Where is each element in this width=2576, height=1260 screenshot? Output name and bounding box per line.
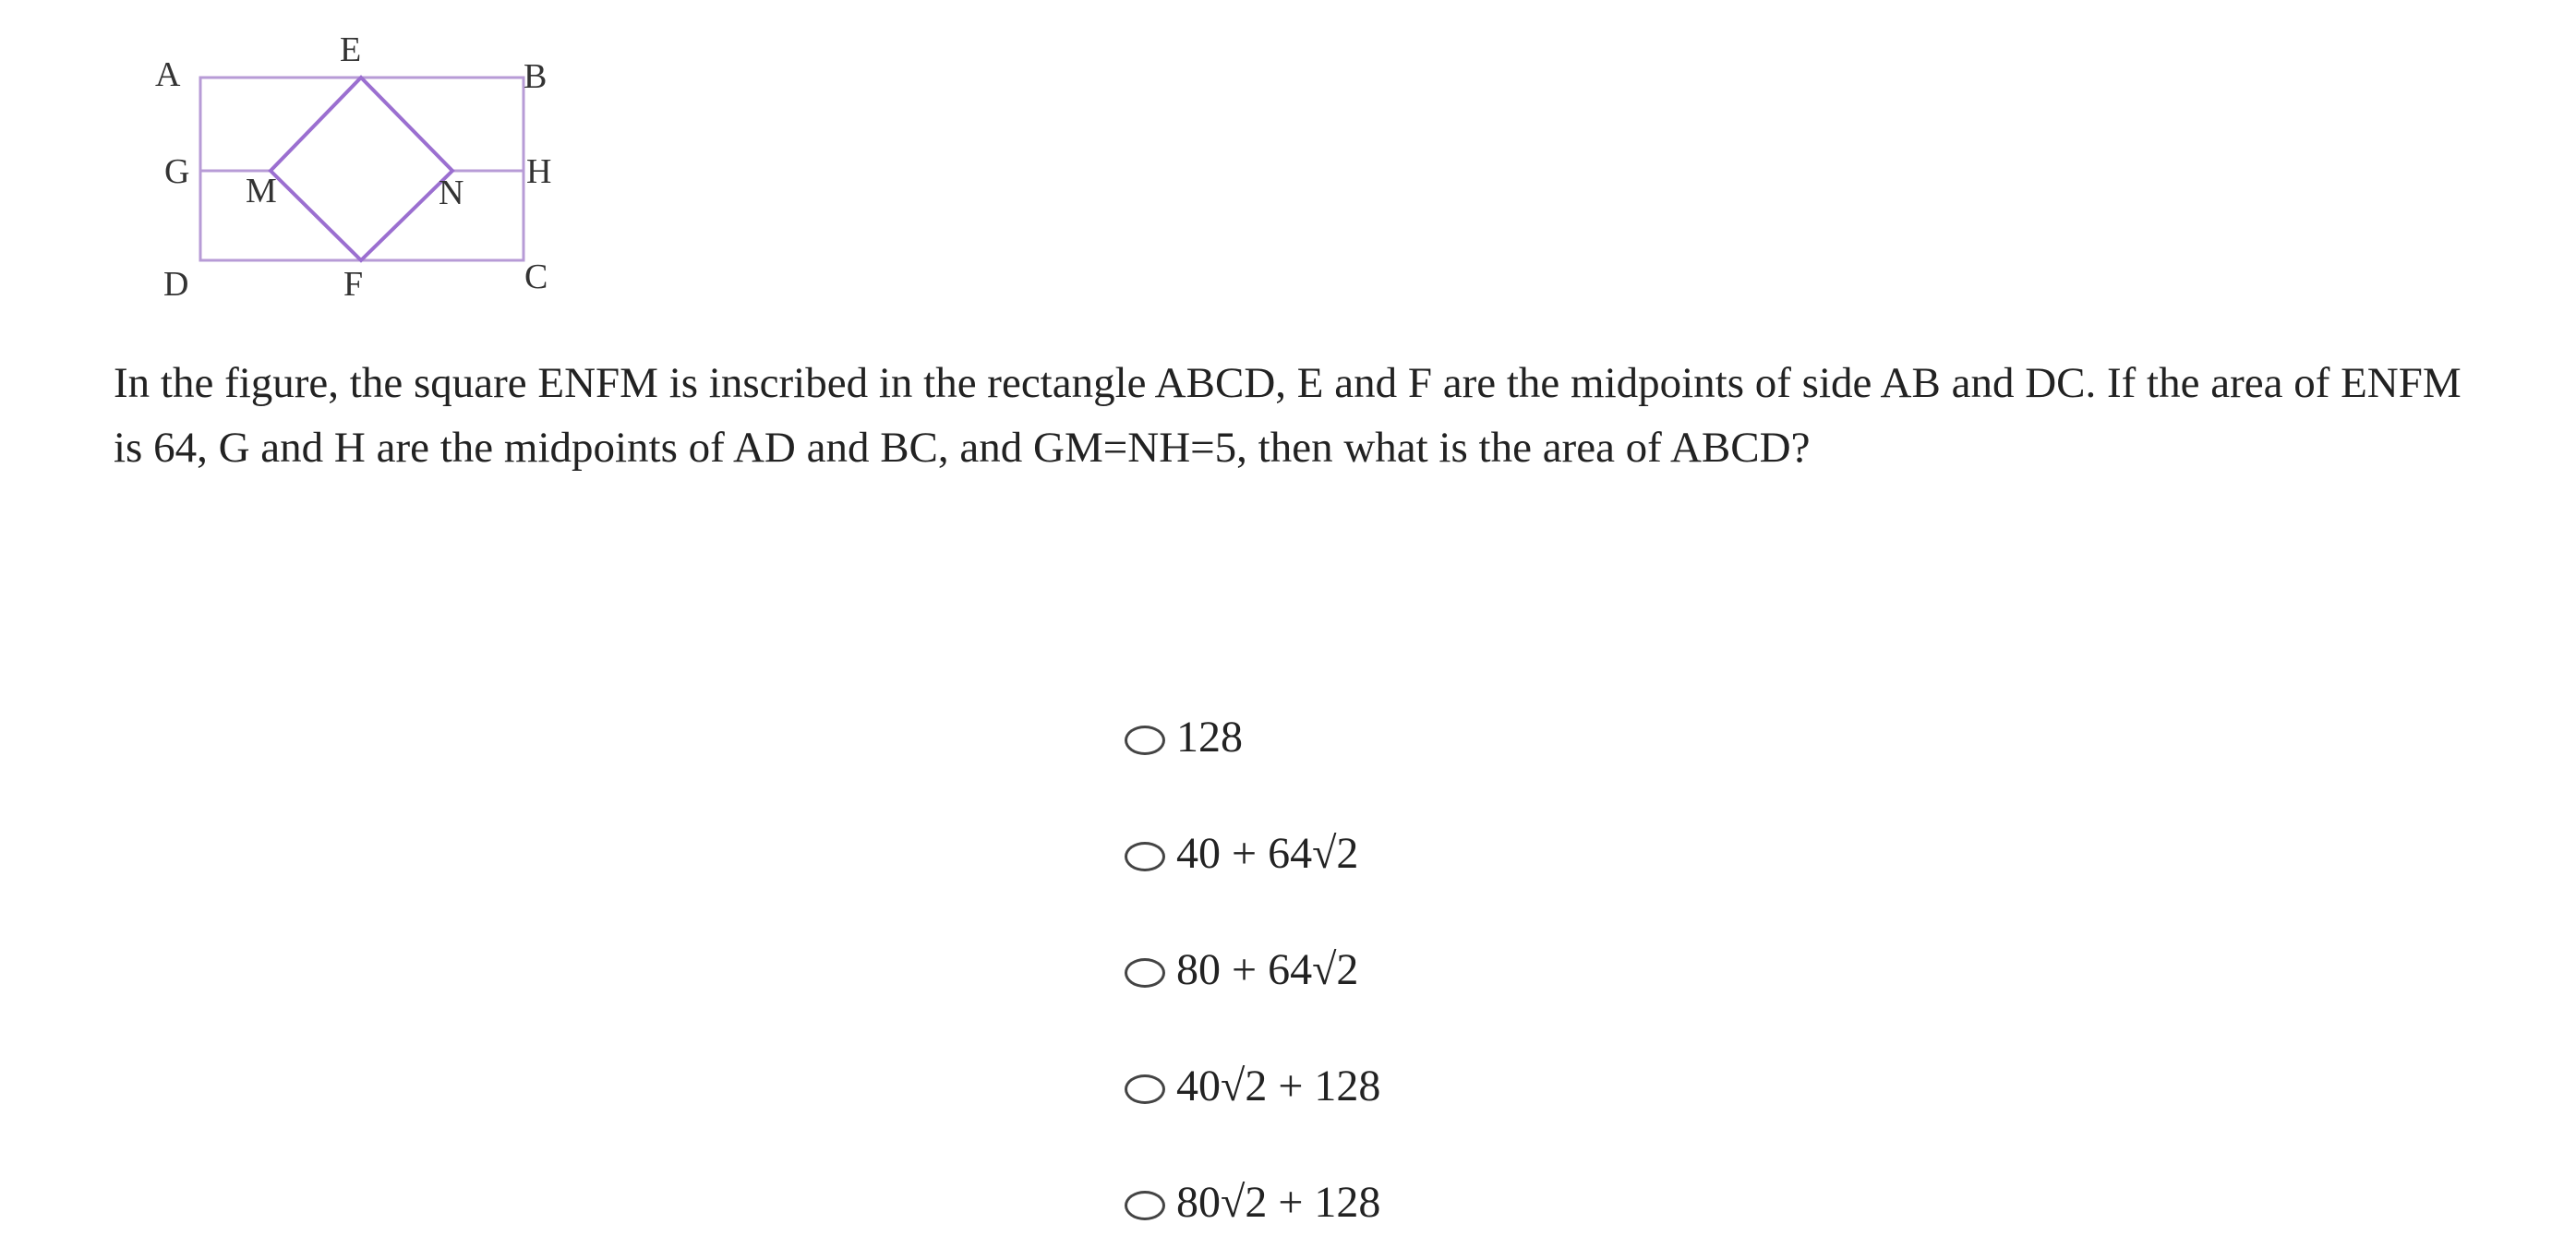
label-c: C	[524, 258, 548, 296]
radio-button[interactable]	[1125, 842, 1165, 871]
label-m: M	[246, 172, 277, 210]
square-enfm	[271, 78, 452, 260]
label-d: D	[163, 265, 189, 304]
radio-button[interactable]	[1125, 1191, 1165, 1220]
option-5[interactable]	[1125, 1144, 1956, 1260]
label-n: N	[439, 174, 464, 212]
option-label: 128	[1176, 712, 1243, 762]
label-h: H	[526, 152, 552, 191]
option-label: 80√2 + 128	[1176, 1177, 1381, 1227]
option-2[interactable]	[1125, 795, 1956, 911]
radio-button[interactable]	[1125, 726, 1165, 755]
rectangle-abcd	[200, 78, 524, 260]
option-label: 40 + 64√2	[1176, 828, 1359, 878]
radio-button[interactable]	[1125, 958, 1165, 988]
label-e: E	[340, 30, 362, 69]
label-g: G	[164, 152, 190, 191]
option-1[interactable]	[1125, 678, 1956, 795]
option-label: 80 + 64√2	[1176, 944, 1359, 994]
label-b: B	[524, 57, 548, 96]
answer-options	[1125, 678, 1956, 1260]
label-f: F	[343, 265, 364, 304]
radio-button[interactable]	[1125, 1074, 1165, 1104]
option-3[interactable]	[1125, 911, 1956, 1027]
option-4[interactable]	[1125, 1027, 1956, 1144]
label-a: A	[155, 55, 181, 94]
geometry-figure	[138, 18, 582, 314]
question-text: In the figure, the square ENFM is inscribed in the rectangle ABCD, E and F are the midpoints of side AB and DC. If the area of ENFM is 64, G and H are the midpoints of AD and BC, and GM=NH=5, then what is the area of ABCD?	[114, 359, 2462, 472]
option-label: 40√2 + 128	[1176, 1061, 1381, 1110]
rectangle-square-diagram	[138, 18, 582, 314]
